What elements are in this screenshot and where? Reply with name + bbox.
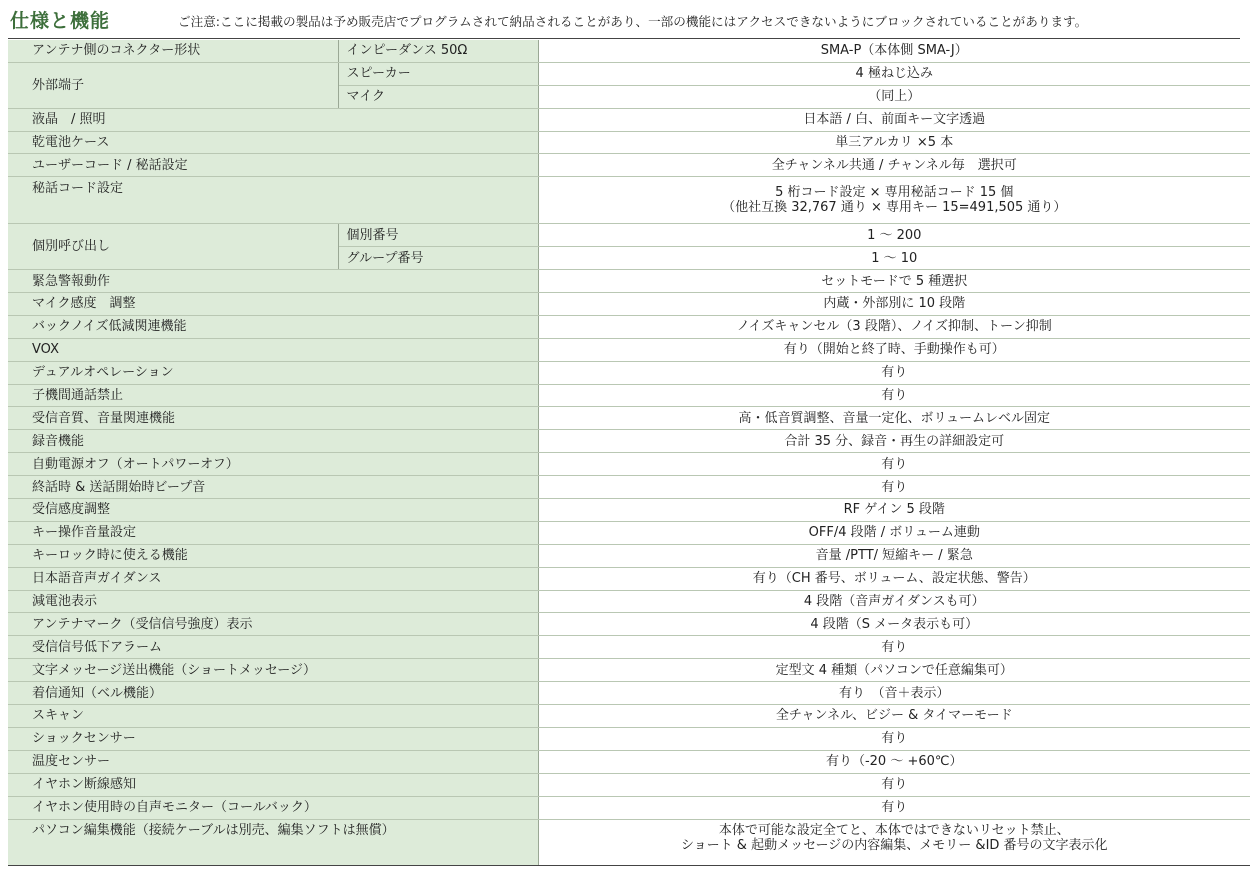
row-value: 4 極ねじ込み xyxy=(538,62,1250,85)
row-sublabel: 個別番号 xyxy=(338,224,538,247)
row-value: 有り xyxy=(538,727,1250,750)
row-value: ノイズキャンセル（3 段階）、ノイズ抑制、トーン抑制 xyxy=(538,315,1250,338)
table-row xyxy=(8,270,1250,293)
table-row xyxy=(8,705,1250,728)
row-sublabel: インピーダンス 50Ω xyxy=(338,40,538,62)
row-value: 有り xyxy=(538,796,1250,819)
table-row xyxy=(8,682,1250,705)
table-row xyxy=(8,636,1250,659)
table-row xyxy=(8,384,1250,407)
table-row xyxy=(8,773,1250,796)
table-row xyxy=(8,659,1250,682)
row-value: 1 ～ 200 xyxy=(538,224,1250,247)
row-label: 自動電源オフ（オートパワーオフ） xyxy=(8,453,538,476)
table-row xyxy=(8,293,1250,316)
table-row xyxy=(8,177,1250,224)
row-label: マイク感度 調整 xyxy=(8,293,538,316)
table-row xyxy=(8,819,1250,865)
table-row xyxy=(8,154,1250,177)
row-label: 乾電池ケース xyxy=(8,131,538,154)
table-row xyxy=(8,590,1250,613)
row-value: 有り （音＋表示） xyxy=(538,682,1250,705)
row-label: パソコン編集機能（接続ケーブルは別売、編集ソフトは無償） xyxy=(8,819,538,865)
row-label: 秘話コード設定 xyxy=(8,177,538,224)
table-row xyxy=(8,613,1250,636)
row-value: 全チャンネル共通 / チャンネル毎 選択可 xyxy=(538,154,1250,177)
row-label: スキャン xyxy=(8,705,538,728)
row-label: 外部端子 xyxy=(8,62,338,108)
table-row xyxy=(8,224,1250,247)
table-row xyxy=(8,338,1250,361)
row-label: 文字メッセージ送出機能（ショートメッセージ） xyxy=(8,659,538,682)
row-label: バックノイズ低減関連機能 xyxy=(8,315,538,338)
row-value: 有り xyxy=(538,636,1250,659)
spec-table xyxy=(8,40,1250,866)
page-title: 仕様と機能 xyxy=(10,10,111,32)
row-label: イヤホン断線感知 xyxy=(8,773,538,796)
page-header xyxy=(8,6,1240,38)
row-value: 4 段階（音声ガイダンスも可） xyxy=(538,590,1250,613)
row-value xyxy=(538,177,1250,224)
row-label: 液晶 / 照明 xyxy=(8,108,538,131)
row-label: ショックセンサー xyxy=(8,727,538,750)
row-label: 受信信号低下アラーム xyxy=(8,636,538,659)
row-value: 定型文 4 種類（パソコンで任意編集可） xyxy=(538,659,1250,682)
row-value: 有り xyxy=(538,476,1250,499)
row-label: VOX xyxy=(8,338,538,361)
row-sublabel: グループ番号 xyxy=(338,247,538,270)
row-label: 日本語音声ガイダンス xyxy=(8,567,538,590)
row-label: 着信通知（ベル機能） xyxy=(8,682,538,705)
row-label: ユーザーコード / 秘話設定 xyxy=(8,154,538,177)
row-value: 日本語 / 白、前面キー文字透過 xyxy=(538,108,1250,131)
row-label: キーロック時に使える機能 xyxy=(8,544,538,567)
row-value-line: （他社互換 32,767 通り × 専用キー 15=491,505 通り） xyxy=(722,200,1067,216)
row-label: キー操作音量設定 xyxy=(8,521,538,544)
table-row xyxy=(8,750,1250,773)
row-value: 合計 35 分、録音・再生の詳細設定可 xyxy=(538,430,1250,453)
row-value-line: ショート & 起動メッセージの内容編集、メモリー &ID 番号の文字表示化 xyxy=(680,837,1108,853)
table-row xyxy=(8,521,1250,544)
row-value: 有り（開始と終了時、手動操作も可） xyxy=(538,338,1250,361)
row-label: デュアルオペレーション xyxy=(8,361,538,384)
table-row xyxy=(8,499,1250,522)
table-row xyxy=(8,476,1250,499)
row-label: 温度センサー xyxy=(8,750,538,773)
table-row xyxy=(8,544,1250,567)
row-label: 受信感度調整 xyxy=(8,499,538,522)
row-value: 4 段階（S メータ表示も可） xyxy=(538,613,1250,636)
table-row xyxy=(8,430,1250,453)
table-row xyxy=(8,62,1250,85)
row-label: 終話時 & 送話開始時ビープ音 xyxy=(8,476,538,499)
row-value: 音量 /PTT/ 短縮キー / 緊急 xyxy=(538,544,1250,567)
row-value: RF ゲイン 5 段階 xyxy=(538,499,1250,522)
row-value: 有り xyxy=(538,453,1250,476)
row-value: 有り xyxy=(538,773,1250,796)
row-value: 有り xyxy=(538,361,1250,384)
row-label: 受信音質、音量関連機能 xyxy=(8,407,538,430)
row-value: 有り（-20 ～ +60℃） xyxy=(538,750,1250,773)
row-label: 緊急警報動作 xyxy=(8,270,538,293)
row-value xyxy=(538,819,1250,865)
row-value: 全チャンネル、ビジー & タイマーモード xyxy=(538,705,1250,728)
row-value-line: 5 桁コード設定 × 専用秘話コード 15 個 xyxy=(775,185,1014,201)
row-value: 高・低音質調整、音量一定化、ボリュームレベル固定 xyxy=(538,407,1250,430)
table-row xyxy=(8,796,1250,819)
row-label: アンテナ側のコネクター形状 xyxy=(8,40,338,62)
notice-text: ご注意:ここに掲載の製品は予め販売店でプログラムされて納品されることがあり、一部の機能にはアクセスできないようにブロックされていることがあります。 xyxy=(178,14,1088,29)
row-value: OFF/4 段階 / ボリューム連動 xyxy=(538,521,1250,544)
row-value: 1 ～ 10 xyxy=(538,247,1250,270)
row-value: セットモードで 5 種選択 xyxy=(538,270,1250,293)
row-sublabel: マイク xyxy=(338,85,538,108)
table-row xyxy=(8,108,1250,131)
row-label: イヤホン使用時の自声モニター（コールバック） xyxy=(8,796,538,819)
table-row xyxy=(8,407,1250,430)
row-value: （同上） xyxy=(538,85,1250,108)
row-sublabel: スピーカー xyxy=(338,62,538,85)
row-value: 内蔵・外部別に 10 段階 xyxy=(538,293,1250,316)
table-row xyxy=(8,315,1250,338)
row-value: 有り xyxy=(538,384,1250,407)
table-row xyxy=(8,727,1250,750)
row-value-line: 本体で可能な設定全てと、本体ではできないリセット禁止、 xyxy=(718,822,1070,838)
row-label: 個別呼び出し xyxy=(8,224,338,270)
row-label: アンテナマーク（受信信号強度）表示 xyxy=(8,613,538,636)
row-value: 単三アルカリ ×5 本 xyxy=(538,131,1250,154)
table-row xyxy=(8,567,1250,590)
row-value: 有り（CH 番号、ボリューム、設定状態、警告） xyxy=(538,567,1250,590)
row-label: 子機間通話禁止 xyxy=(8,384,538,407)
row-label: 録音機能 xyxy=(8,430,538,453)
header-divider xyxy=(8,38,1240,39)
table-row xyxy=(8,361,1250,384)
table-row xyxy=(8,40,1250,62)
table-row xyxy=(8,453,1250,476)
table-row xyxy=(8,131,1250,154)
row-label: 減電池表示 xyxy=(8,590,538,613)
row-value: SMA-P（本体側 SMA-J） xyxy=(538,40,1250,62)
